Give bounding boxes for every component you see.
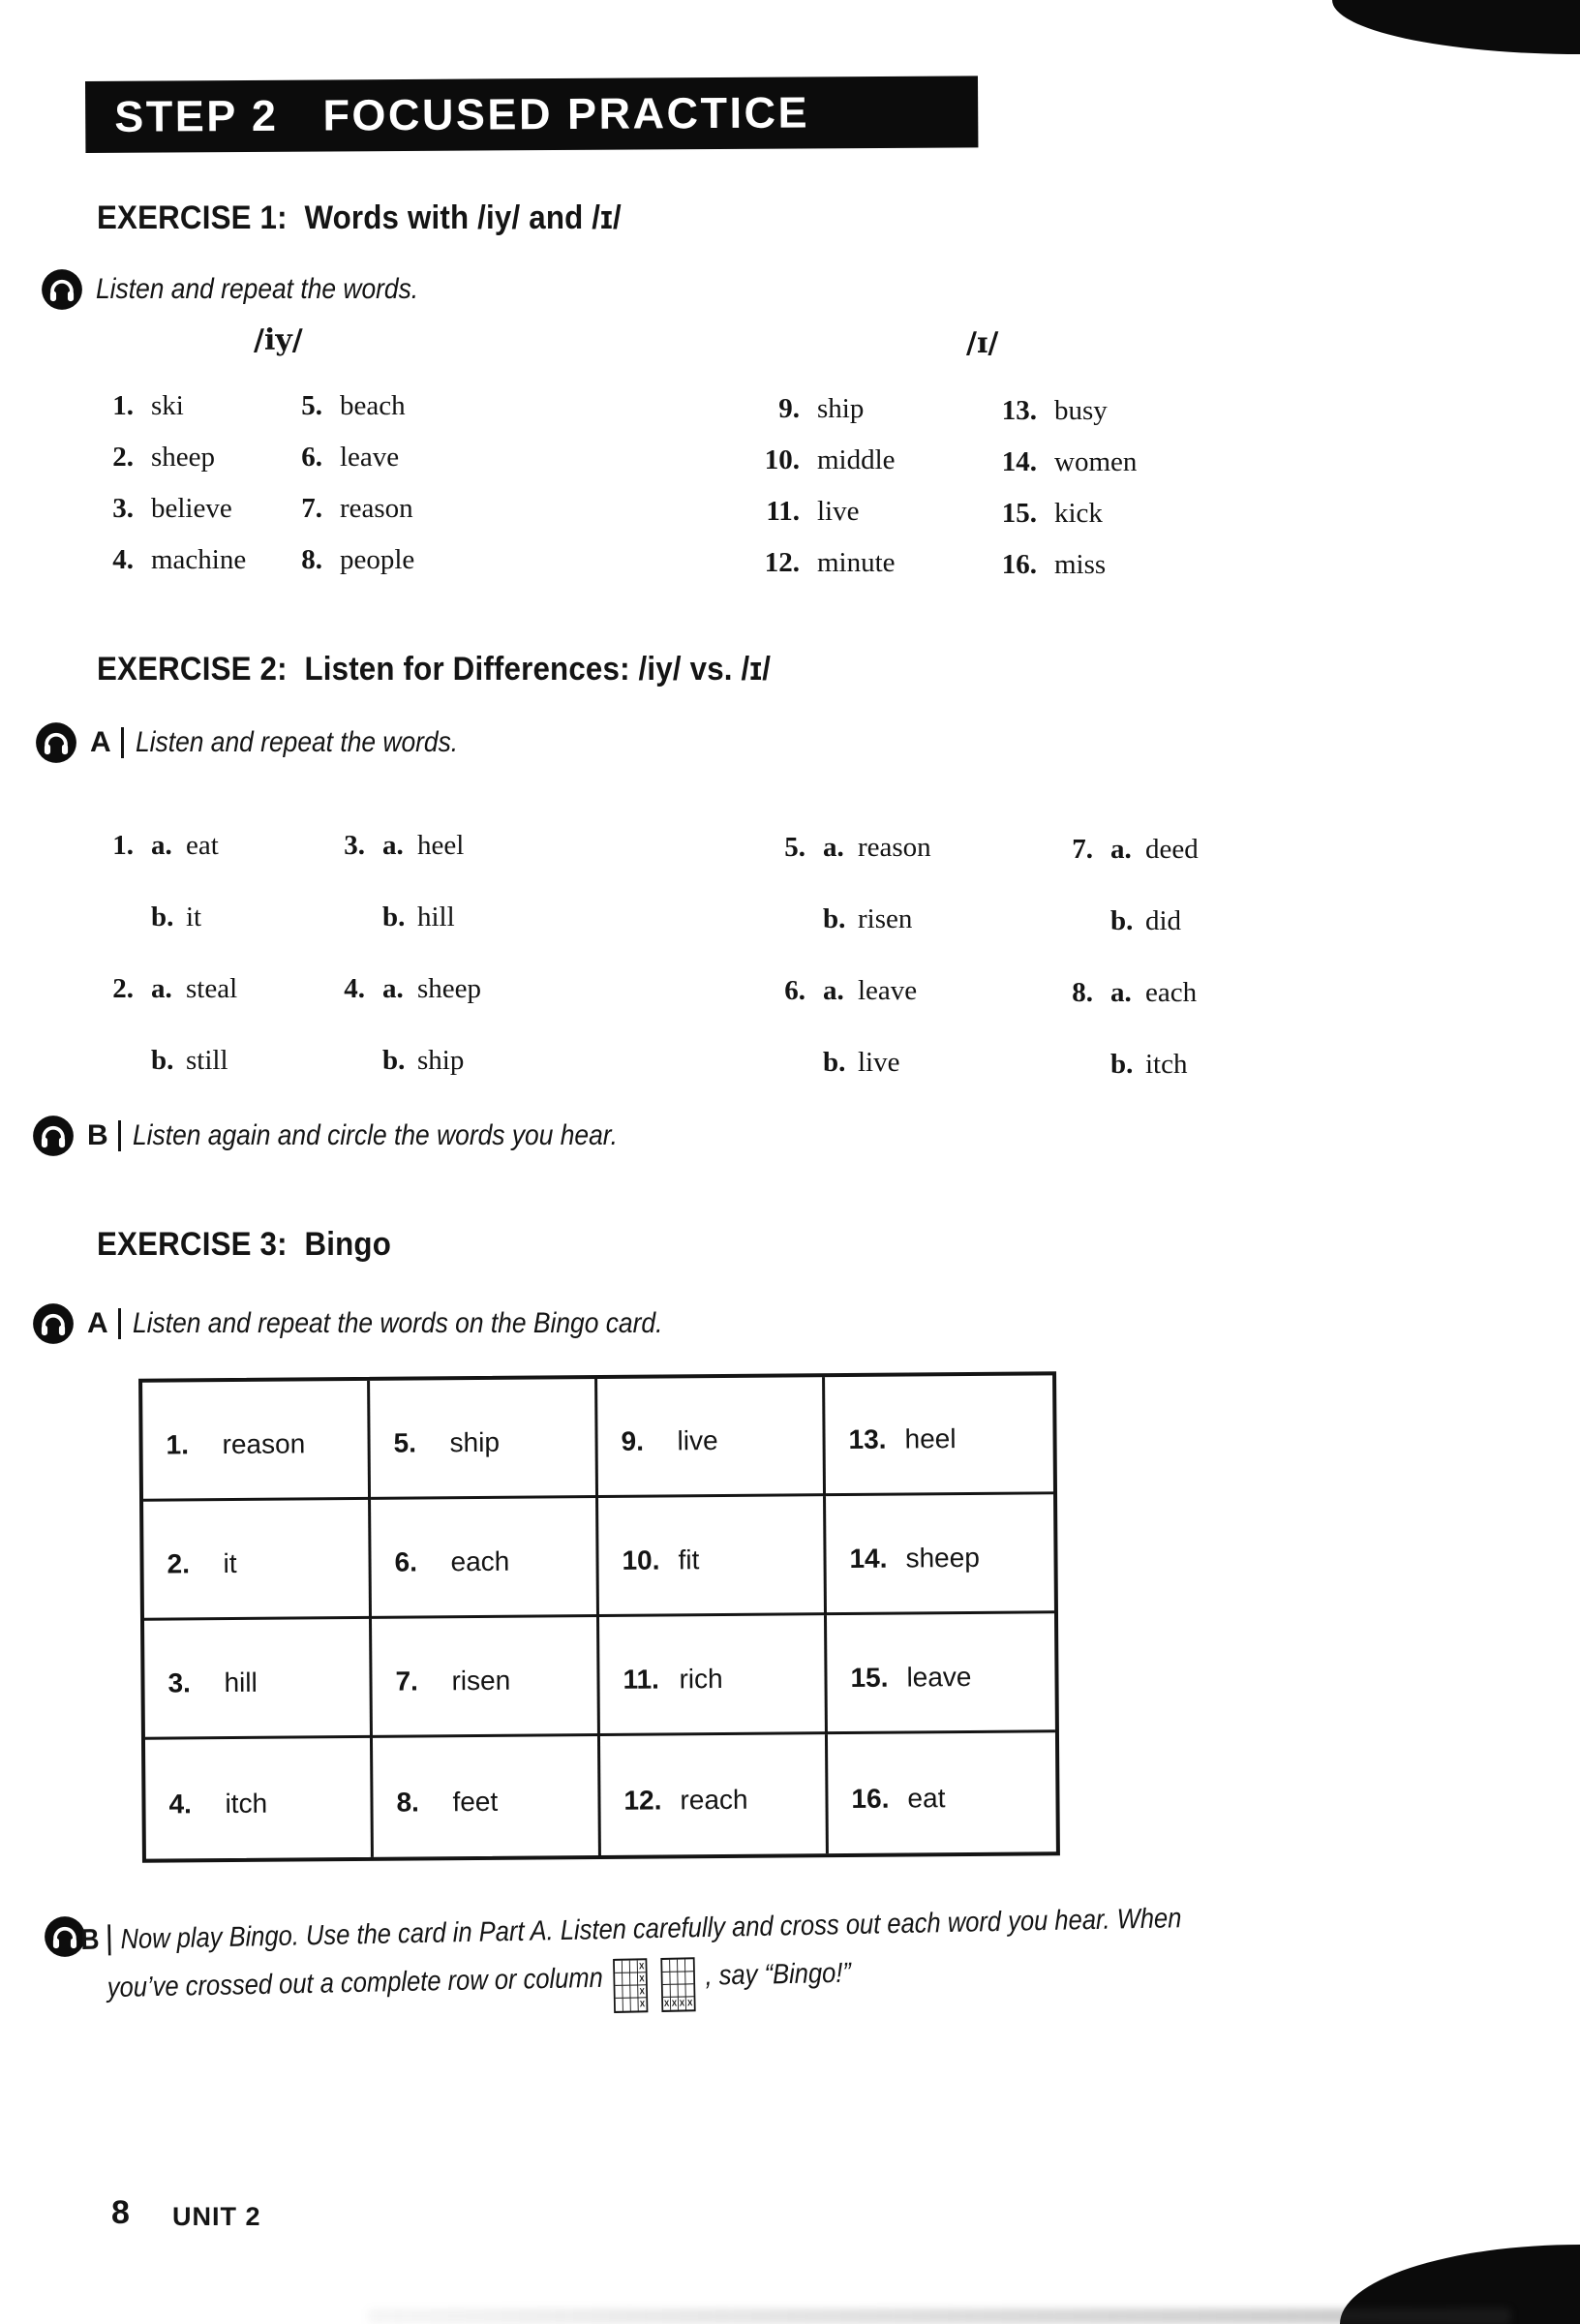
partB-line1: B Now play Bingo. Use the card in Part A. Listen carefully and cross out each word you hear. When	[80, 1903, 1182, 1956]
bingo-cell: 5. ship	[370, 1379, 598, 1500]
headphones-icon	[41, 268, 83, 311]
pair-word-b: b. it	[151, 902, 202, 933]
partB-line2: you’ve crossed out a complete row or column X X X X X X X X , say “Bingo!”	[81, 1937, 1360, 2016]
sound-label-iy: /iy/	[254, 323, 303, 357]
word-item: 6. leave	[301, 442, 400, 473]
word-item: 16. miss	[1001, 549, 1107, 580]
part-label: B	[80, 1923, 100, 1956]
pair-word-a: 3. a. heel	[344, 830, 465, 861]
pair-word-a: 4. a. sheep	[344, 973, 482, 1004]
word-item: 1. ski	[112, 390, 184, 421]
exercise3-partA-instruction: Listen and repeat the words on the Bingo card.	[132, 1307, 663, 1339]
exercise1-column-3	[749, 383, 896, 589]
pair-word-b: b. did	[1110, 905, 1182, 936]
pair-word-a: 5. a. reason	[784, 832, 931, 863]
pair-word-a: 2. a. steal	[112, 973, 238, 1004]
headphones-icon	[35, 721, 77, 764]
sound-label-ih: /ɪ/	[966, 326, 999, 360]
headphones-icon	[32, 1302, 75, 1345]
exercise1-column-1	[83, 381, 246, 586]
exercise2-column-1	[91, 810, 237, 1096]
part-divider	[121, 727, 124, 758]
pair-word-b: b. risen	[823, 903, 913, 934]
page-curl-shadow-top-right	[1332, 0, 1580, 54]
bingo-cell: 16. eat	[851, 1782, 946, 1814]
pair-word-b: b. hill	[382, 902, 455, 933]
pair-word-b: b. live	[823, 1047, 900, 1078]
pair-word-a: 8. a. each	[1072, 977, 1198, 1008]
word-item: 4. machine	[112, 544, 247, 575]
headphones-icon	[32, 1115, 75, 1157]
word-item: 15. kick	[1001, 498, 1103, 529]
exercise1-column-4	[987, 385, 1137, 591]
exercise3-partB-text	[80, 1893, 1360, 2017]
word-item: 7. reason	[301, 493, 413, 524]
word-item: 12. minute	[764, 547, 896, 578]
exercise2-partB-row	[32, 1114, 684, 1158]
exercise2-column-3	[763, 811, 931, 1098]
bingo-cell: 15. leave	[827, 1613, 1055, 1734]
pair-word-a: 7. a. deed	[1072, 834, 1199, 865]
exercise2-column-4	[1050, 813, 1199, 1100]
part-divider	[107, 1924, 110, 1955]
step-header-bar	[85, 76, 978, 153]
word-item: 14. women	[1001, 446, 1138, 477]
exercise2-heading: EXERCISE 2: Listen for Differences: /iy/ vs. /ɪ/	[97, 651, 772, 688]
bingo-column-example-icon: X X X X	[613, 1958, 648, 2013]
word-item: 11. live	[766, 496, 860, 527]
pair-word-b: b. itch	[1110, 1049, 1188, 1080]
word-item: 5. beach	[301, 390, 406, 421]
bingo-row-example-icon: X X X X	[660, 1957, 695, 2012]
bingo-cell: 10. fit	[598, 1496, 827, 1617]
word-item: 8. people	[301, 544, 415, 575]
part-label: A	[90, 726, 111, 758]
unit-label: UNIT 2	[172, 2202, 261, 2231]
word-item: 9. ship	[778, 393, 865, 424]
exercise2-partB-instruction: Listen again and circle the words you hear.	[132, 1119, 618, 1151]
word-item: 2. sheep	[112, 442, 216, 473]
bingo-cell: 1. reason	[142, 1381, 371, 1502]
exercise1-audio-row	[41, 267, 463, 312]
bingo-cell: 4. itch	[145, 1738, 374, 1859]
word-item: 10. middle	[764, 444, 896, 475]
pair-word-b: b. still	[151, 1045, 228, 1076]
part-divider	[118, 1120, 121, 1151]
bingo-cell: 13. heel	[825, 1375, 1053, 1496]
step-label: STEP 2	[114, 90, 279, 141]
bingo-cell: 2. it	[143, 1500, 372, 1621]
exercise3-heading: EXERCISE 3: Bingo	[97, 1226, 391, 1263]
exercise2-partA-instruction: Listen and repeat the words.	[135, 726, 458, 758]
page-number: 8	[111, 2194, 130, 2231]
exercise2-partA-row	[35, 720, 501, 765]
bingo-cell: 3. hill	[144, 1619, 373, 1740]
bingo-card	[138, 1371, 1060, 1862]
bingo-cell: 14. sheep	[826, 1494, 1054, 1615]
bingo-cell: 7. risen	[372, 1617, 600, 1738]
bingo-cell: 6. each	[371, 1498, 599, 1619]
exercise1-heading: EXERCISE 1: Words with /iy/ and /ɪ/	[97, 199, 622, 236]
part-divider	[118, 1308, 121, 1339]
pair-word-b: b. ship	[382, 1045, 465, 1076]
bingo-cell: 12. reach	[600, 1734, 829, 1855]
scan-shadow-bottom	[368, 2309, 1510, 2324]
exercise1-column-2	[272, 381, 414, 586]
exercise3-partA-row	[32, 1301, 735, 1346]
bingo-cell: 9. live	[597, 1377, 826, 1498]
part-label: A	[87, 1307, 108, 1339]
word-item: 13. busy	[1001, 395, 1108, 426]
bingo-cell: 8. feet	[373, 1736, 601, 1857]
exercise1-instruction: Listen and repeat the words.	[96, 273, 419, 305]
word-item: 3. believe	[112, 493, 232, 524]
pair-word-a: 1. a. eat	[112, 830, 219, 861]
exercise2-column-2	[322, 810, 481, 1096]
pair-word-a: 6. a. leave	[784, 975, 918, 1006]
step-title: FOCUSED PRACTICE	[322, 87, 810, 140]
part-label: B	[87, 1119, 108, 1151]
bingo-cell: 11. rich	[599, 1615, 828, 1736]
